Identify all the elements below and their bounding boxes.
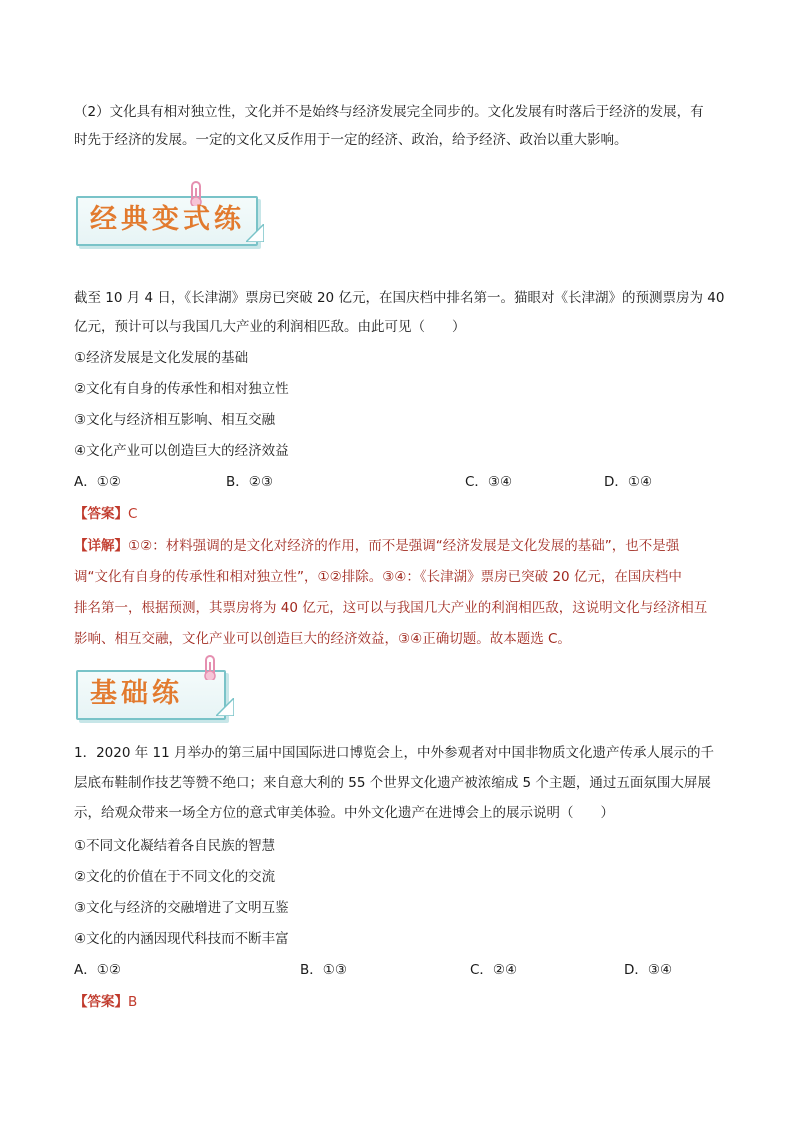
page-curl-icon	[216, 698, 234, 716]
section-title-basic: 基础练	[90, 678, 183, 709]
q1-item-4: ④文化产业可以创造巨大的经济效益	[74, 443, 289, 459]
q1-stem-line-1: 截至 10 月 4 日，《长津湖》票房已突破 20 亿元，在国庆档中排名第一。猫眼对《长津湖》的预测票房为 40	[74, 290, 725, 306]
q1-item-3: ③文化与经济相互影响、相互交融	[74, 412, 276, 428]
q1-item-2: ②文化有自身的传承性和相对独立性	[74, 381, 289, 397]
q2-item-4: ④文化的内涵因现代科技而不断丰富	[74, 931, 289, 947]
answer-value: B	[128, 994, 138, 1010]
q2-answer	[74, 992, 137, 1012]
q1-detail-line-4: 影响、相互交融，文化产业可以创造巨大的经济效益，③④正确切题。故本题选 C。	[74, 631, 571, 647]
q2-option-a: A．①②	[74, 962, 121, 978]
q1-answer	[74, 504, 137, 524]
q1-option-c: C．③④	[465, 474, 513, 490]
q2-item-3: ③文化与经济的交融增进了文明互鉴	[74, 900, 289, 916]
q1-option-b: B．②③	[226, 474, 273, 490]
q2-stem-line-2: 层底布鞋制作技艺等赞不绝口；来自意大利的 55 个世界文化遗产被浓缩成 5 个主题，通过五面氛围大屏展	[74, 775, 711, 791]
paperclip-icon	[200, 654, 220, 680]
q2-option-d: D．③④	[624, 962, 673, 978]
q2-item-2: ②文化的价值在于不同文化的交流	[74, 869, 276, 885]
q2-stem-line-1: 1．2020 年 11 月举办的第三届中国国际进口博览会上，中外参观者对中国非物质文化遗产传承人展示的千	[74, 745, 714, 761]
q2-option-c: C．②④	[470, 962, 518, 978]
q2-item-1: ①不同文化凝结着各自民族的智慧	[74, 838, 276, 854]
page-curl-icon	[246, 224, 264, 242]
q1-detail-line-1	[74, 536, 679, 556]
q1-stem-line-2: 亿元，预计可以与我国几大产业的利润相匹敌。由此可见（ ）	[74, 319, 466, 335]
answer-label: 【答案】	[74, 506, 128, 522]
intro-line-1: （2）文化具有相对独立性，文化并不是始终与经济发展完全同步的。文化发展有时落后于经济的发展，有	[74, 104, 704, 120]
q2-stem-line-3: 示，给观众带来一场全方位的意式审美体验。中外文化遗产在进博会上的展示说明（ ）	[74, 805, 614, 821]
intro-line-2: 时先于经济的发展。一定的文化又反作用于一定的经济、政治，给予经济、政治以重大影响。	[74, 132, 628, 148]
q2-option-b: B．①③	[300, 962, 347, 978]
section-title-classic: 经典变式练	[90, 204, 245, 235]
detail-label: 【详解】	[74, 538, 128, 554]
q1-option-a: A．①②	[74, 474, 121, 490]
answer-label: 【答案】	[74, 994, 128, 1010]
q1-detail-line-2: 调“文化有自身的传承性和相对独立性”，①②排除。③④：《长津湖》票房已突破 20 亿元，在国庆档中	[74, 569, 682, 585]
detail-text-1: ①②：材料强调的是文化对经济的作用，而不是强调“经济发展是文化发展的基础”，也不是强	[128, 538, 680, 554]
answer-value: C	[128, 506, 138, 522]
q1-option-d: D．①④	[604, 474, 653, 490]
q1-item-1: ①经济发展是文化发展的基础	[74, 350, 249, 366]
q1-detail-line-3: 排名第一，根据预测，其票房将为 40 亿元，这可以与我国几大产业的利润相匹敌，这说明文化与经济相互	[74, 600, 708, 616]
section-banner-classic	[76, 186, 258, 256]
section-banner-basic	[76, 660, 228, 730]
